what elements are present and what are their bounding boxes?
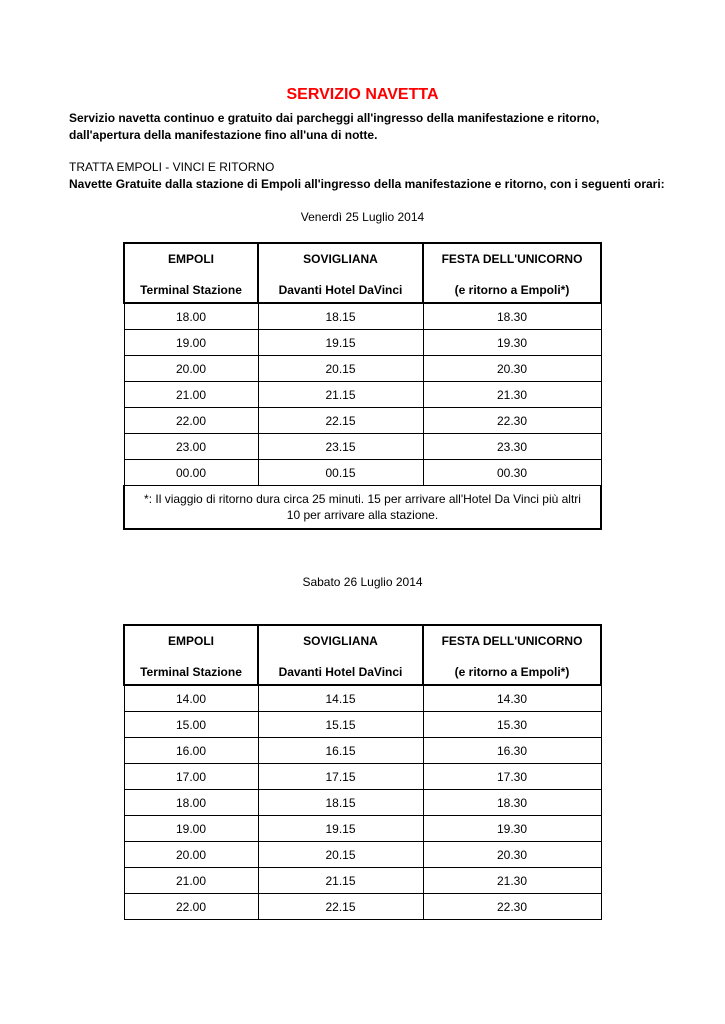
table-row	[124, 460, 601, 486]
time-cell: 18.15	[258, 303, 423, 330]
route-title: TRATTA EMPOLI - VINCI E RITORNO	[69, 160, 275, 174]
time-cell: 14.15	[258, 685, 423, 712]
column-name: FESTA DELL'UNICORNO	[441, 252, 583, 266]
time-cell: 22.00	[124, 408, 258, 434]
time-cell: 21.15	[258, 868, 423, 894]
footnote-line-2: 10 per arrivare alla stazione.	[286, 508, 439, 522]
time-cell: 20.30	[423, 356, 601, 382]
table-header-row	[124, 243, 601, 303]
header-cell	[124, 625, 258, 685]
column-subtitle: (e ritorno a Empoli*)	[454, 665, 570, 679]
table-row	[124, 712, 601, 738]
time-cell: 22.15	[258, 408, 423, 434]
table-row	[124, 303, 601, 330]
column-subtitle: (e ritorno a Empoli*)	[454, 283, 570, 297]
time-cell: 15.30	[423, 712, 601, 738]
time-cell: 20.00	[124, 842, 258, 868]
table-header-row	[124, 625, 601, 685]
time-cell: 20.30	[423, 842, 601, 868]
header-cell	[423, 243, 601, 303]
column-subtitle: Terminal Stazione	[140, 283, 242, 297]
intro-line-1: Servizio navetta continuo e gratuito dai parcheggi all'ingresso della manifestazione e ritorno,	[69, 111, 600, 125]
time-cell: 18.00	[124, 790, 258, 816]
time-cell: 20.15	[258, 356, 423, 382]
footnote-cell	[124, 486, 601, 530]
time-cell: 23.15	[258, 434, 423, 460]
time-cell: 00.00	[124, 460, 258, 486]
footnote-line-1: *: Il viaggio di ritorno dura circa 25 minuti. 15 per arrivare all'Hotel Da Vinci più altri	[144, 492, 581, 506]
column-name: EMPOLI	[167, 252, 214, 266]
column-name: EMPOLI	[167, 634, 214, 648]
header-cell	[423, 625, 601, 685]
schedule-date-saturday: Sabato 26 Luglio 2014	[302, 575, 423, 589]
column-name: SOVIGLIANA	[303, 252, 378, 266]
time-cell: 16.15	[258, 738, 423, 764]
schedule-date-friday: Venerdì 25 Luglio 2014	[300, 210, 425, 224]
header-cell	[258, 625, 423, 685]
table-row	[124, 738, 601, 764]
column-subtitle: Terminal Stazione	[140, 665, 242, 679]
table-row	[124, 330, 601, 356]
time-cell: 18.00	[124, 303, 258, 330]
time-cell: 19.15	[258, 330, 423, 356]
time-cell: 21.30	[423, 868, 601, 894]
time-cell: 22.30	[423, 894, 601, 920]
time-cell: 23.00	[124, 434, 258, 460]
table-row	[124, 408, 601, 434]
time-cell: 15.00	[124, 712, 258, 738]
time-cell: 16.30	[423, 738, 601, 764]
time-cell: 19.15	[258, 816, 423, 842]
table-row	[124, 816, 601, 842]
time-cell: 22.00	[124, 894, 258, 920]
time-cell: 19.30	[423, 816, 601, 842]
column-name: FESTA DELL'UNICORNO	[441, 634, 583, 648]
table-row	[124, 790, 601, 816]
table-row	[124, 764, 601, 790]
time-cell: 19.30	[423, 330, 601, 356]
time-cell: 18.30	[423, 303, 601, 330]
schedule-table-friday	[123, 242, 602, 530]
column-name: SOVIGLIANA	[303, 634, 378, 648]
header-cell	[124, 243, 258, 303]
time-cell: 17.00	[124, 764, 258, 790]
time-cell: 15.15	[258, 712, 423, 738]
time-cell: 14.30	[423, 685, 601, 712]
table-row	[124, 868, 601, 894]
time-cell: 23.30	[423, 434, 601, 460]
page-title: SERVIZIO NAVETTA	[286, 86, 439, 103]
time-cell: 22.15	[258, 894, 423, 920]
table-row	[124, 685, 601, 712]
time-cell: 00.15	[258, 460, 423, 486]
column-subtitle: Davanti Hotel DaVinci	[278, 665, 403, 679]
time-cell: 21.15	[258, 382, 423, 408]
intro-line-2: dall'apertura della manifestazione fino all'una di notte.	[69, 128, 378, 142]
header-cell	[258, 243, 423, 303]
route-description: Navette Gratuite dalla stazione di Empoli all'ingresso della manifestazione e ritorno, con i seguenti orari:	[69, 177, 665, 191]
time-cell: 20.15	[258, 842, 423, 868]
time-cell: 22.30	[423, 408, 601, 434]
time-cell: 19.00	[124, 816, 258, 842]
schedule-table-saturday	[123, 624, 602, 920]
time-cell: 18.30	[423, 790, 601, 816]
time-cell: 00.30	[423, 460, 601, 486]
table-row	[124, 382, 601, 408]
table-row	[124, 842, 601, 868]
footnote-row	[124, 486, 601, 530]
column-subtitle: Davanti Hotel DaVinci	[278, 283, 403, 297]
time-cell: 17.15	[258, 764, 423, 790]
time-cell: 21.00	[124, 868, 258, 894]
time-cell: 21.30	[423, 382, 601, 408]
table-row	[124, 894, 601, 920]
time-cell: 14.00	[124, 685, 258, 712]
time-cell: 21.00	[124, 382, 258, 408]
table-row	[124, 356, 601, 382]
time-cell: 19.00	[124, 330, 258, 356]
time-cell: 17.30	[423, 764, 601, 790]
time-cell: 18.15	[258, 790, 423, 816]
table-row	[124, 434, 601, 460]
time-cell: 20.00	[124, 356, 258, 382]
time-cell: 16.00	[124, 738, 258, 764]
